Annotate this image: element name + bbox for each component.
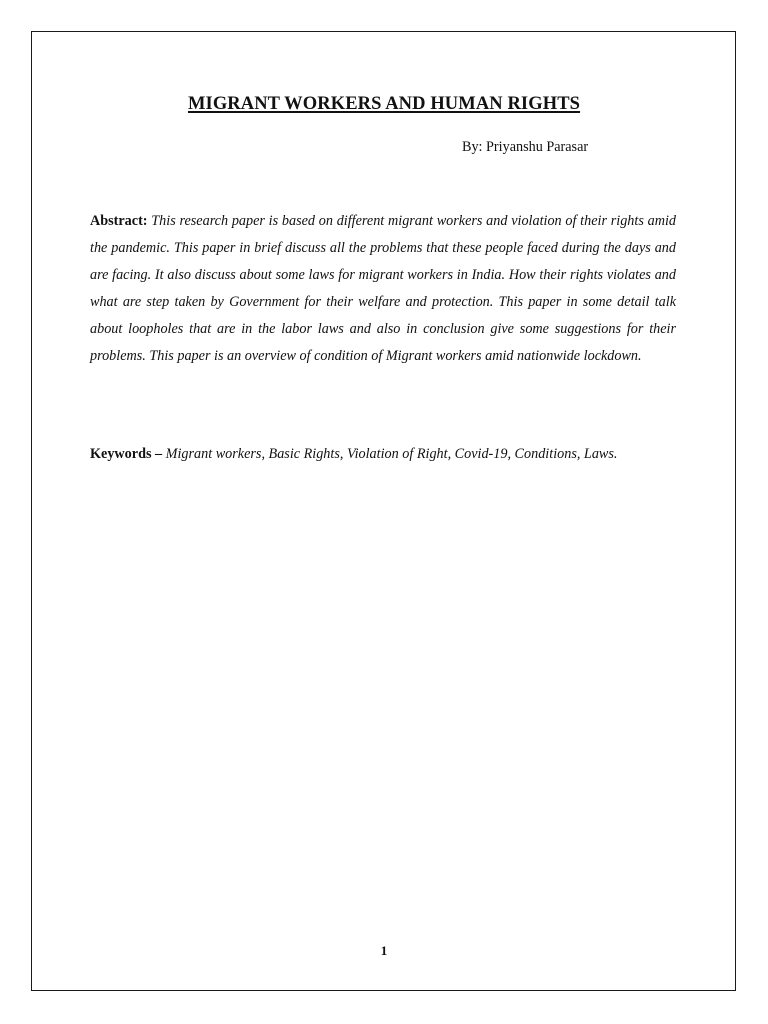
abstract-paragraph	[90, 208, 676, 370]
keywords-line	[90, 446, 690, 463]
page-border	[31, 31, 736, 991]
keywords-label: Keywords –	[90, 446, 166, 462]
document-title-text: MIGRANT WORKERS AND HUMAN RIGHTS	[187, 94, 581, 114]
page-number: 1	[380, 943, 388, 958]
document-title	[0, 94, 768, 115]
author-byline: By: Priyanshu Parasar	[462, 139, 589, 155]
abstract-text: This research paper is based on different migrant workers and violation of their rights amid the pandemic. This paper in brief discuss all the problems that these people faced during the days and are facing. It also discuss about some laws for migrant workers in India. How their rights violates and what are step taken by Government for their welfare and protection. This paper in some detail talk about loopholes that are in the labor laws and also in conclusion give some suggestions for their problems. This paper is an overview of condition of Migrant workers amid nationwide lockdown.	[90, 213, 676, 364]
keywords-text: Migrant workers, Basic Rights, Violation of Right, Covid-19, Conditions, Laws.	[165, 446, 618, 462]
abstract-label: Abstract:	[90, 213, 152, 229]
